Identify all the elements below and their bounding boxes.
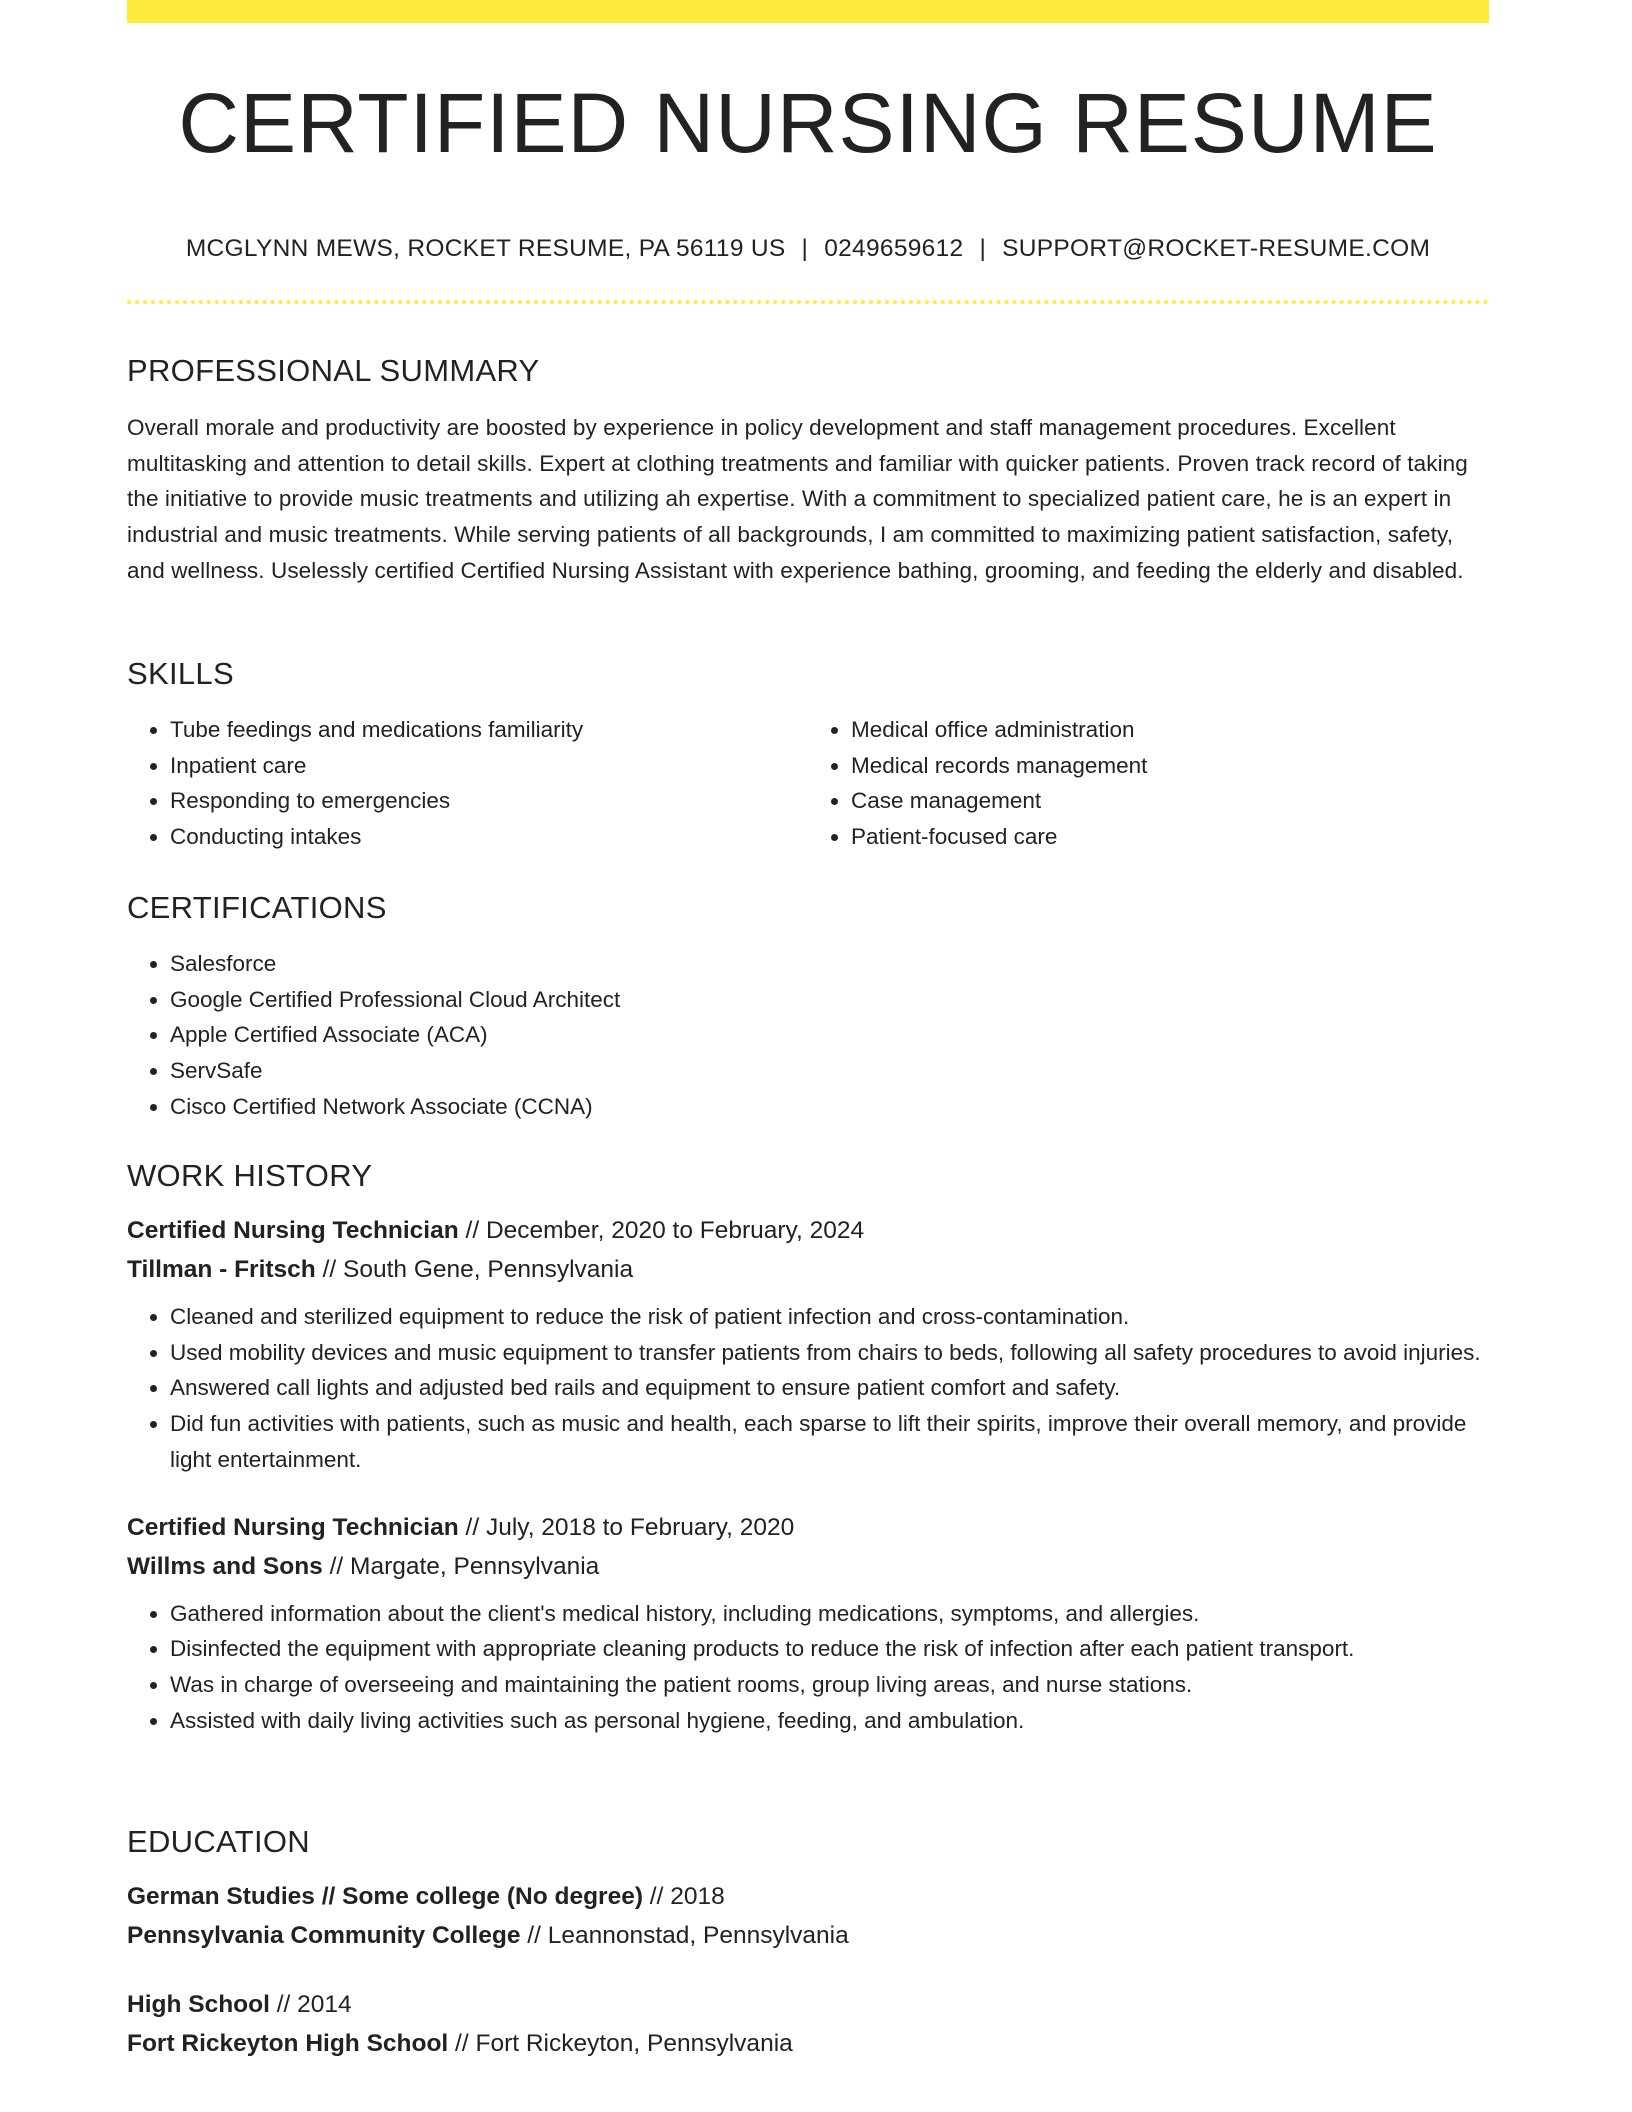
contact-separator: | xyxy=(979,235,987,262)
skills-list-left xyxy=(127,712,808,855)
contact-address: MCGLYNN MEWS, ROCKET RESUME, PA 56119 US xyxy=(185,235,786,262)
skill-item: • Patient-focused care xyxy=(851,819,1489,855)
job-title-line xyxy=(127,1508,1489,1547)
education-school: Fort Rickeyton High School xyxy=(127,2030,449,2057)
skills-grid xyxy=(127,712,1489,855)
job-dates: // December, 2020 to February, 2024 xyxy=(458,1217,865,1244)
education-school-line xyxy=(127,1916,1489,1955)
job-company-line xyxy=(127,1250,1489,1289)
job-company: Tillman - Fritsch xyxy=(127,1256,316,1283)
summary-heading: PROFESSIONAL SUMMARY xyxy=(127,353,540,388)
skills-list-right xyxy=(808,712,1489,855)
education-degree: High School xyxy=(127,1991,270,2018)
work-history-heading: WORK HISTORY xyxy=(127,1158,373,1193)
contact-separator: | xyxy=(801,235,809,262)
education-year: // 2018 xyxy=(643,1883,725,1910)
certification-item: • Apple Certified Associate (ACA) xyxy=(170,1017,1489,1053)
certifications-section xyxy=(127,892,1489,1125)
education-school-line xyxy=(127,2024,1489,2063)
job-entry xyxy=(127,1211,1489,1478)
job-entry xyxy=(127,1508,1489,1739)
resume-page xyxy=(127,0,1489,2057)
education-location: // Fort Rickeyton, Pennsylvania xyxy=(448,2030,793,2057)
summary-section xyxy=(127,355,1489,589)
education-degree-line xyxy=(127,1877,1489,1916)
certifications-list xyxy=(127,946,1489,1125)
contact-line xyxy=(127,237,1489,262)
contact-email[interactable]: SUPPORT@ROCKET-RESUME.COM xyxy=(1002,235,1431,262)
education-section xyxy=(127,1826,1489,2063)
job-title-line xyxy=(127,1211,1489,1250)
contact-phone[interactable]: 0249659612 xyxy=(824,235,964,262)
job-location: // Margate, Pennsylvania xyxy=(322,1552,600,1580)
education-degree-line xyxy=(127,1985,1489,2024)
job-duty-item: • Was in charge of overseeing and maintaining the patient rooms, group living areas, and nurse stations. xyxy=(170,1667,1489,1703)
skill-item: • Tube feedings and medications familiarity xyxy=(170,712,808,748)
education-heading: EDUCATION xyxy=(127,1824,310,1859)
job-company: Willms and Sons xyxy=(127,1552,323,1580)
education-entry xyxy=(127,1877,1489,1955)
job-duty-item: • Did fun activities with patients, such as music and health, each sparse to lift their spirits, improve their overall memory, and provide light entertainment. xyxy=(170,1406,1489,1477)
skill-item: • Medical records management xyxy=(851,748,1489,784)
education-year: // 2014 xyxy=(269,1991,352,2018)
job-duty-item: • Disinfected the equipment with appropriate cleaning products to reduce the risk of infection after each patient transport. xyxy=(170,1631,1489,1667)
education-entry xyxy=(127,1985,1489,2063)
certification-item: • Google Certified Professional Cloud Architect xyxy=(170,982,1489,1018)
certification-item: • Cisco Certified Network Associate (CCNA) xyxy=(170,1089,1489,1125)
education-school: Pennsylvania Community College xyxy=(127,1922,521,1949)
resume-title: CERTIFIED NURSING RESUME xyxy=(178,76,1438,170)
job-company-line xyxy=(127,1547,1489,1586)
skill-item: • Conducting intakes xyxy=(170,819,808,855)
dotted-divider xyxy=(127,300,1489,304)
skill-item: • Inpatient care xyxy=(170,748,808,784)
skill-item: • Medical office administration xyxy=(851,712,1489,748)
job-duty-item: • Used mobility devices and music equipment to transfer patients from chairs to beds, following all safety procedures to avoid injuries. xyxy=(170,1335,1489,1371)
job-location: // South Gene, Pennsylvania xyxy=(315,1256,634,1283)
certification-item: • Salesforce xyxy=(170,946,1489,982)
job-duty-item: • Gathered information about the client's medical history, including medications, symptoms, and allergies. xyxy=(170,1596,1489,1632)
education-location: // Leannonstad, Pennsylvania xyxy=(520,1922,849,1949)
certifications-heading: CERTIFICATIONS xyxy=(127,890,387,925)
skill-item: • Case management xyxy=(851,783,1489,819)
work-history-section xyxy=(127,1160,1489,1738)
job-duty-item: • Cleaned and sterilized equipment to reduce the risk of patient infection and cross-contamination. xyxy=(170,1299,1489,1335)
job-role: Certified Nursing Technician xyxy=(127,1217,459,1244)
job-dates: // July, 2018 to February, 2020 xyxy=(458,1513,795,1541)
job-role: Certified Nursing Technician xyxy=(127,1513,459,1541)
job-duty-item: • Answered call lights and adjusted bed rails and equipment to ensure patient comfort and safety. xyxy=(170,1370,1489,1406)
accent-top-bar xyxy=(127,0,1489,23)
job-duty-item: • Assisted with daily living activities such as personal hygiene, feeding, and ambulation. xyxy=(170,1703,1489,1739)
skills-section xyxy=(127,658,1489,855)
job-duties-list xyxy=(127,1299,1489,1478)
education-degree: German Studies // Some college (No degree) xyxy=(127,1883,643,1910)
summary-text: Overall morale and productivity are boosted by experience in policy development and staff management procedures. Excellent multitasking and attention to detail skills. Expert at clothing treatments and familiar with quicker patients. Proven track record of taking the initiative to provide music treatments and utilizing ah expertise. With a commitment to specialized patient care, he is an expert in industrial and music treatments. While serving patients of all backgrounds, I am committed to maximizing patient satisfaction, safety, and wellness. Uselessly certified Certified Nursing Assistant with experience bathing, grooming, and feeding the elderly and disabled. xyxy=(127,415,1468,583)
job-duties-list xyxy=(127,1596,1489,1739)
skill-item: • Responding to emergencies xyxy=(170,783,808,819)
certification-item: • ServSafe xyxy=(170,1053,1489,1089)
skills-heading: SKILLS xyxy=(127,656,234,691)
